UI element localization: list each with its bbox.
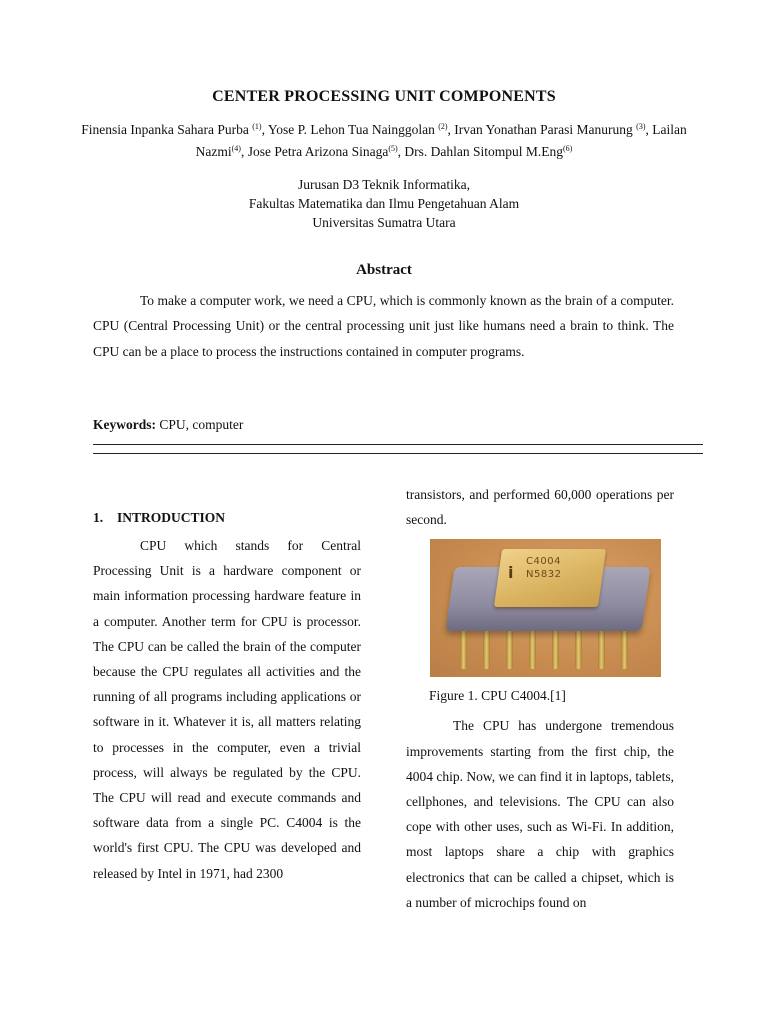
left-column <box>93 508 361 886</box>
affiliation-university: Universitas Sumatra Utara <box>312 215 456 230</box>
section-heading <box>93 508 361 533</box>
chip-marking-model: C4004 <box>526 556 561 568</box>
author-index: (2) <box>438 122 448 131</box>
author-name: Irvan Yonathan Parasi Manurung <box>454 122 637 137</box>
author-index: (5) <box>388 144 398 153</box>
author-list <box>80 117 688 161</box>
abstract-text: To make a computer work, we need a CPU, which is commonly known as the brain of a computer. CPU (Central Processing Unit) or the central processing unit just like humans need a brain to think. The CPU can be a place to process the instructions contained in computer programs. <box>93 293 674 359</box>
affiliation-block <box>0 175 768 232</box>
figure-caption: Figure 1. CPU C4004.[1] <box>429 688 566 704</box>
separator-rule-bottom <box>93 453 703 454</box>
author-separator: , <box>645 122 653 137</box>
separator-rule-top <box>93 444 703 445</box>
author-index: (4) <box>231 144 241 153</box>
right-column <box>406 482 674 915</box>
author-index: (6) <box>563 144 573 153</box>
cpu-chip-photo <box>430 539 661 677</box>
intro-paragraph-continued: transistors, and performed 60,000 operations per second. <box>406 487 674 528</box>
chip-marking <box>526 555 586 581</box>
chip-logo-icon: i <box>508 563 514 583</box>
keywords-value: CPU, computer <box>156 417 244 432</box>
abstract-heading: Abstract <box>356 262 412 278</box>
intro-paragraph: CPU which stands for Central Processing Unit is a hardware component or main information processing hardware feature in a computer. Another term for CPU is processor. The CPU can be called the brain of the computer because the CPU regulates all activities and the running of all programs including applications or software in it. Whatever it is, all matters relating to processes in the computer, even a trivial process, will always be regulated by the CPU. The CPU will read and execute commands and software data from a single PC. C4004 is the world's first CPU. The CPU was developed and released by Intel in 1971, had 2300 <box>93 538 361 881</box>
keywords-label: Keywords: <box>93 417 156 432</box>
author-name: Jose Petra Arizona Sinaga <box>247 144 389 159</box>
author-index: (1) <box>252 122 262 131</box>
cpu-improvements-paragraph: The CPU has undergone tremendous improvements starting from the first chip, the 4004 chip. Now, we can find it in laptops, tablets, cellphones, and televisions. The CPU can also cope with other uses, such as Wi-Fi. In addition, most laptops share a chip with graphics electronics that can be called a chipset, which is a number of microchips found on <box>406 718 674 910</box>
author-separator: , <box>397 144 405 159</box>
section-title: INTRODUCTION <box>117 510 226 525</box>
author-name: Finensia Inpanka Sahara Purba <box>81 122 253 137</box>
author-name: Drs. Dahlan Sitompul M.Eng <box>404 144 564 159</box>
section-number: 1. <box>93 510 104 525</box>
paper-title: CENTER PROCESSING UNIT COMPONENTS <box>212 88 556 105</box>
author-name: Lailan Nazmi <box>195 122 687 159</box>
author-separator: , <box>261 122 268 137</box>
chip-marking-serial: N5832 <box>526 569 562 581</box>
author-name: Yose P. Lehon Tua Nainggolan <box>267 122 439 137</box>
affiliation-faculty: Fakultas Matematika dan Ilmu Pengetahuan Alam <box>248 196 520 211</box>
author-separator: , <box>447 122 455 137</box>
affiliation-department: Jurusan D3 Teknik Informatika, <box>297 177 471 192</box>
author-index: (3) <box>636 122 646 131</box>
author-separator: , <box>240 144 248 159</box>
keywords-line <box>93 417 243 433</box>
